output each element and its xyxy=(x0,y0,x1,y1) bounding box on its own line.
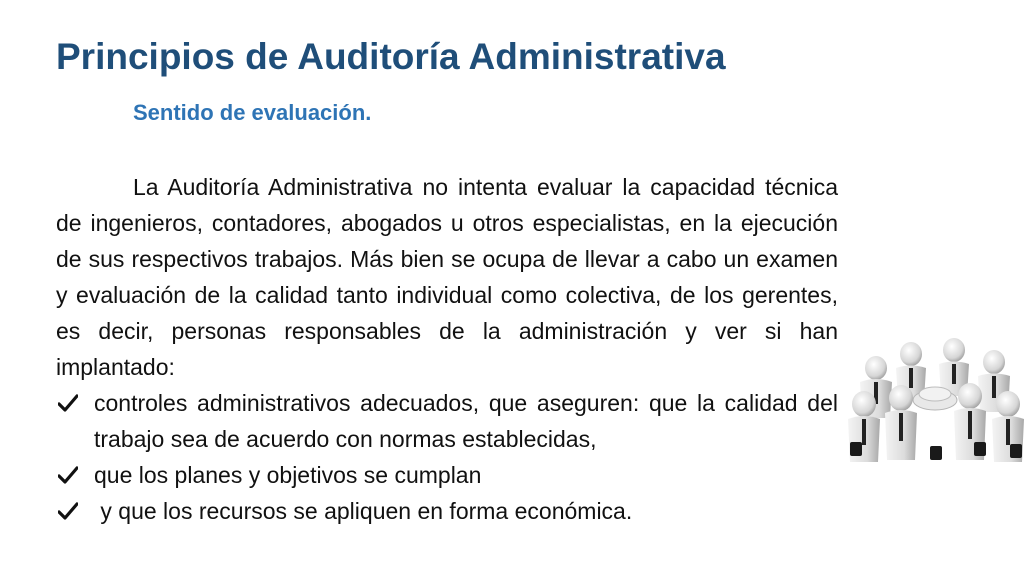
checklist-item xyxy=(56,457,838,493)
checklist xyxy=(56,385,838,529)
checklist-item xyxy=(56,385,838,457)
checklist-item-text: que los planes y objetivos se cumplan xyxy=(94,462,482,488)
check-mark-icon xyxy=(58,457,80,493)
check-mark-icon xyxy=(58,493,80,529)
check-mark-icon xyxy=(58,385,80,421)
checklist-item-text: y que los recursos se apliquen en forma económica. xyxy=(94,498,633,524)
checklist-item-text: controles administrativos adecuados, que aseguren: que la calidad del trabajo sea de acuerdo con normas establecidas, xyxy=(94,390,838,452)
body-paragraph: La Auditoría Administrativa no intenta evaluar la capacidad técnica de ingenieros, contadores, abogados u otros especialistas, en la ejecución de sus respectivos trabajos. Más bien se ocupa de llevar a cabo un examen y evaluación de la calidad tanto individual como colectiva, de los gerentes, es decir, personas responsables de la administración y ver si han implantado: xyxy=(56,174,838,380)
team-hands-together-illustration xyxy=(846,338,1024,468)
checklist-item xyxy=(56,493,838,529)
slide-title: Principios de Auditoría Administrativa xyxy=(56,36,726,77)
slide-subtitle: Sentido de evaluación. xyxy=(133,100,372,125)
slide-body xyxy=(56,169,838,529)
